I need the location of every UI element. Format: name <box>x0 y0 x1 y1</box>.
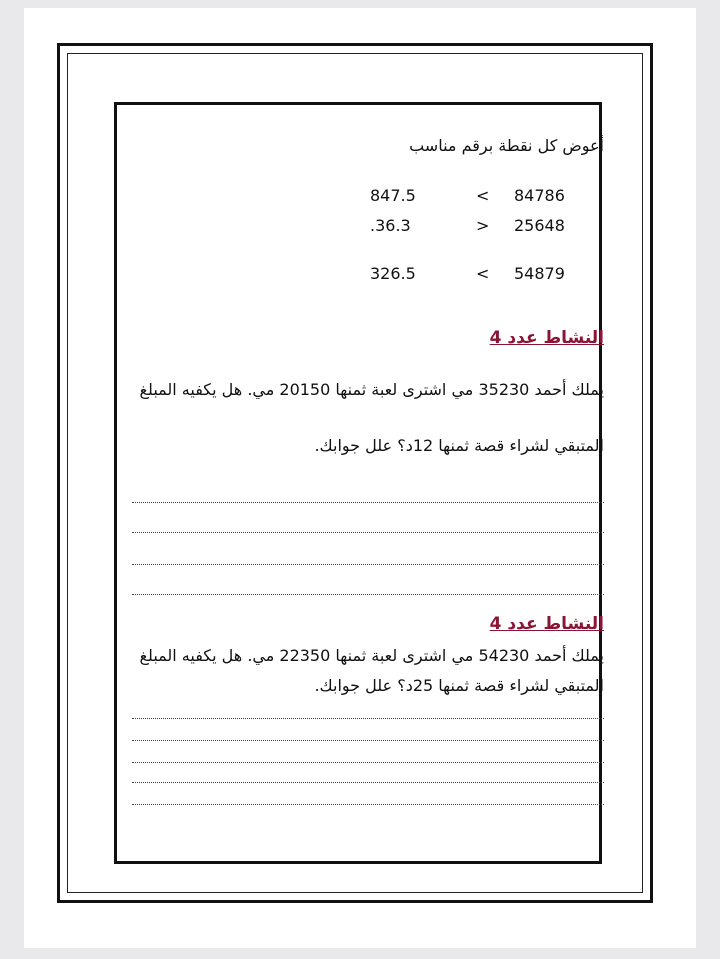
answer-line[interactable] <box>132 762 604 763</box>
comparison-left-value: 326.5 <box>370 264 416 283</box>
answer-line[interactable] <box>132 718 604 719</box>
exercise-instruction: أعوض كل نقطة برقم مناسب <box>409 136 604 155</box>
answer-line[interactable] <box>132 502 604 503</box>
comparison-symbol: < <box>476 186 490 205</box>
worksheet-content <box>108 98 604 838</box>
activity-heading: النشاط عدد 4 <box>489 328 604 348</box>
comparison-left-value: 847.5 <box>370 186 416 205</box>
comparison-symbol: < <box>476 264 490 283</box>
problem-text-line: المتبقي لشراء قصة ثمنها 12د؟ علل جوابك. <box>314 436 604 455</box>
problem-text-line: يملك أحمد 54230 مي اشترى لعبة ثمنها 22350 مي. هل يكفيه المبلغ <box>139 646 604 665</box>
answer-line[interactable] <box>132 740 604 741</box>
comparison-right-value: 84786 <box>514 186 565 205</box>
comparison-row <box>358 264 578 286</box>
comparison-right-value: 54879 <box>514 264 565 283</box>
activity-heading: النشاط عدد 4 <box>489 614 604 634</box>
problem-text-line: يملك أحمد 35230 مي اشترى لعبة ثمنها 20150 مي. هل يكفيه المبلغ <box>139 380 604 399</box>
comparison-row <box>358 186 578 208</box>
comparison-left-value: .36.3 <box>370 216 411 235</box>
comparison-row <box>358 216 578 238</box>
answer-line[interactable] <box>132 532 604 533</box>
problem-text-line: المتبقي لشراء قصة ثمنها 25د؟ علل جوابك. <box>314 676 604 695</box>
answer-line[interactable] <box>132 594 604 595</box>
answer-line[interactable] <box>132 782 604 783</box>
comparison-right-value: 25648 <box>514 216 565 235</box>
answer-line[interactable] <box>132 564 604 565</box>
worksheet-page <box>24 8 696 948</box>
answer-line[interactable] <box>132 804 604 805</box>
comparison-symbol: > <box>476 216 490 235</box>
